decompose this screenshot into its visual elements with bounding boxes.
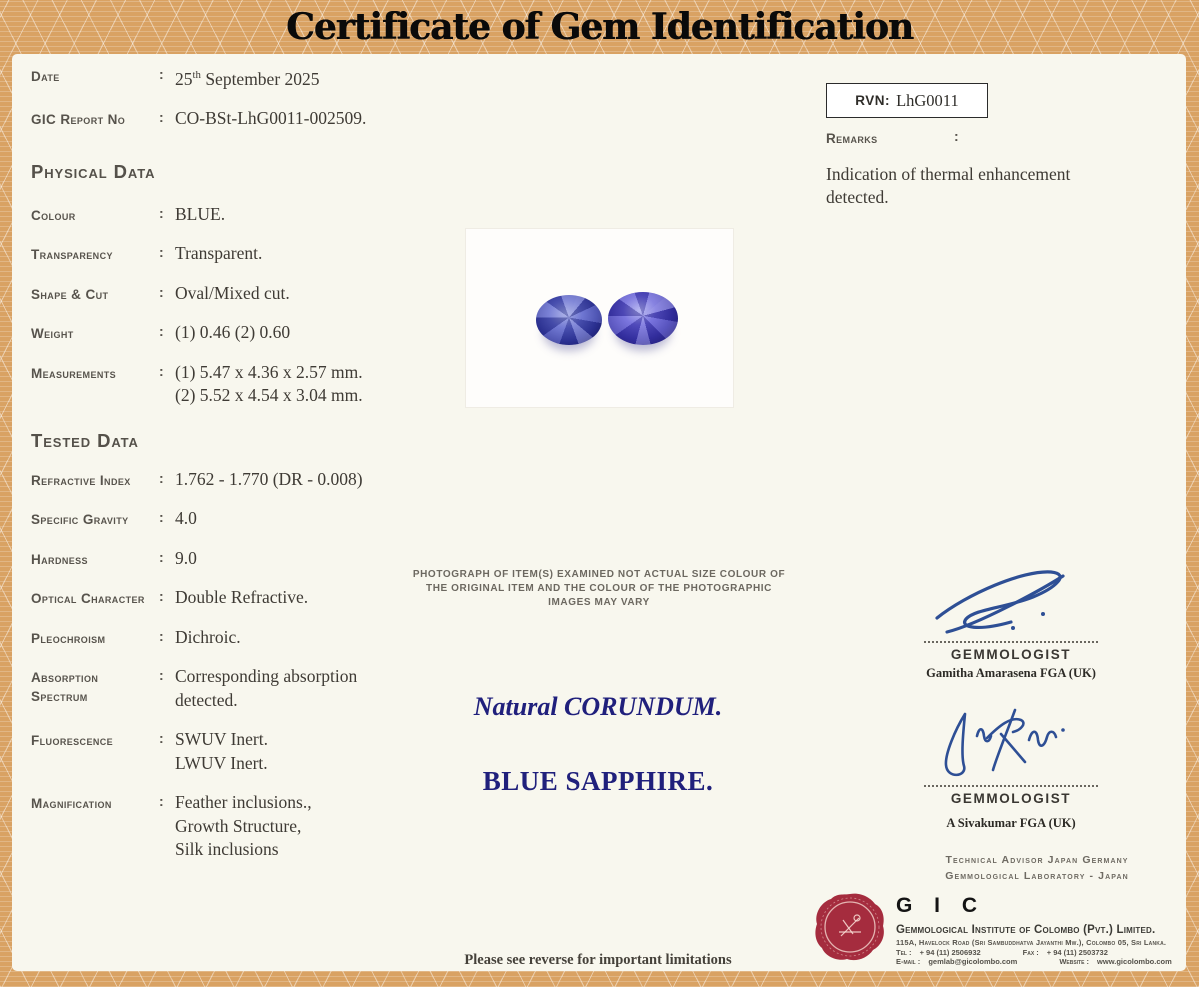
magnification-line: Growth Structure, [175, 815, 302, 836]
shape-cut-value: Oval/Mixed cut. [175, 282, 290, 303]
colour-value: BLUE. [175, 203, 226, 224]
institute-address: 115A, Havelock Road (Sri Sambuddhatva Jayanthi Mw.), Colombo 05, Sri Lanka. [896, 938, 1167, 947]
magnification-row [31, 791, 451, 862]
remarks-label: Remarks [826, 131, 878, 146]
pleochroism-value: Dichroic. [175, 626, 241, 647]
advisor-line-2: Gemmological Laboratory - Japan [945, 870, 1129, 882]
tel-label: Tel : [896, 947, 912, 957]
pleochroism-row [31, 626, 451, 650]
transparency-value: Transparent. [175, 243, 263, 264]
optical-character-value: Double Refractive. [175, 587, 309, 608]
tested-data-heading: Tested Data [31, 429, 139, 451]
shape-cut-label: Shape & Cut [31, 286, 109, 302]
specific-gravity-value: 4.0 [175, 508, 197, 529]
photo-disclaimer: PHOTOGRAPH OF ITEM(S) EXAMINED NOT ACTUAL SIZE COLOUR OF THE ORIGINAL ITEM AND THE COLOUR OF THE PHOTOGRAPHIC IMAGES MAY VARY [412, 569, 786, 608]
colon: : [159, 588, 164, 605]
rvn-box [826, 83, 988, 118]
institute-web-row [896, 957, 1198, 967]
transparency-row [31, 242, 451, 266]
colon: : [159, 362, 164, 379]
colour-label: Colour [31, 207, 76, 223]
colon: : [159, 509, 164, 526]
fluorescence-row [31, 728, 451, 775]
signature-1-scribble [923, 566, 1099, 636]
rvn-label: RVN: [855, 93, 891, 108]
magnification-line: Silk inclusions [175, 839, 279, 860]
absorption-spectrum-value [175, 665, 357, 712]
colon: : [159, 204, 164, 221]
colon: : [954, 128, 959, 144]
weight-label: Weight [31, 326, 74, 342]
refractive-index-value: 1.762 - 1.770 (DR - 0.008) [175, 468, 363, 489]
measurements-label: Measurements [31, 365, 117, 381]
measurements-value [175, 361, 363, 408]
specific-gravity-row [31, 507, 451, 531]
gem-image-2 [608, 292, 678, 345]
signature-block-2 [920, 706, 1102, 831]
report-no-value: CO-BSt-LhG0011-002509. [175, 108, 367, 129]
certificate-body-panel [12, 54, 1186, 971]
date-label: Date [31, 69, 60, 84]
gem-photo [465, 228, 734, 408]
date-day: 25 [175, 68, 193, 89]
remarks-row [826, 126, 1066, 148]
hardness-row [31, 547, 451, 571]
gemmologist-title: GEMMOLOGIST [950, 791, 1072, 806]
remarks-text: Indication of thermal enhancement detected. [826, 164, 1071, 207]
specific-gravity-label: Specific Gravity [31, 512, 129, 528]
optical-character-row [31, 586, 451, 610]
signature-block-1 [920, 566, 1102, 681]
reverse-note: Please see reverse for important limitations [464, 952, 732, 968]
fluorescence-line: SWUV Inert. [175, 729, 268, 750]
absorption-spectrum-row [31, 665, 451, 712]
colon: : [159, 66, 164, 82]
signature-line [924, 641, 1098, 643]
species-text: Natural CORUNDUM. [473, 692, 723, 721]
institute-name: Gemmological Institute of Colombo (Pvt.) Limited. [896, 924, 1156, 936]
measurement-line: (1) 5.47 x 4.36 x 2.57 mm. [175, 361, 363, 382]
hardness-value: 9.0 [175, 547, 197, 568]
colon: : [159, 730, 164, 747]
magnification-label: Magnification [31, 796, 112, 812]
report-no-label: GIC Report No [31, 112, 126, 128]
shape-cut-row [31, 282, 451, 306]
refractive-index-label: Refractive Index [31, 472, 131, 488]
colon: : [159, 627, 164, 644]
optical-character-label: Optical Character [31, 591, 145, 607]
fluorescence-label: Fluorescence [31, 733, 114, 749]
colon: : [159, 469, 164, 486]
refractive-index-row [31, 468, 451, 492]
colon: : [159, 323, 164, 340]
hardness-label: Hardness [31, 551, 88, 567]
absorption-line: detected. [175, 689, 238, 710]
weight-value: (1) 0.46 (2) 0.60 [175, 322, 291, 343]
absorption-spectrum-label: Absorption Spectrum [31, 670, 99, 705]
report-no-row [31, 107, 451, 131]
signature-2-scribble [923, 706, 1099, 780]
email-value: gemlab@gicolombo.com [928, 957, 1018, 966]
institute-info [896, 894, 1198, 967]
gemmologist-title: GEMMOLOGIST [950, 647, 1072, 662]
advisor-line-1: Technical Advisor Japan Germany [945, 854, 1129, 866]
date-row [31, 64, 451, 91]
magnification-line: Feather inclusions., [175, 792, 312, 813]
fax-label: Fax : [1022, 947, 1039, 957]
data-column [31, 64, 451, 878]
variety-text: BLUE SAPPHIRE. [482, 766, 714, 796]
colon: : [159, 667, 164, 684]
fluorescence-line: LWUV Inert. [175, 752, 268, 773]
gic-acronym: G I C [896, 894, 986, 917]
fluorescence-value [175, 728, 268, 775]
institute-phone-row [896, 948, 1198, 958]
date-rest: September 2025 [205, 68, 320, 89]
certificate-title: Certificate of Gem Identification [286, 6, 913, 48]
colon: : [159, 793, 164, 810]
magnification-value [175, 791, 312, 862]
technical-advisor-note [912, 852, 1162, 884]
colon: : [159, 283, 164, 300]
colour-row [31, 203, 451, 227]
tel-value: + 94 (11) 2506932 [919, 947, 981, 957]
measurements-row [31, 361, 451, 408]
weight-row [31, 321, 451, 345]
signature-line [924, 785, 1098, 787]
website-value: www.gicolombo.com [1097, 957, 1172, 966]
absorption-line: Corresponding absorption [175, 666, 358, 687]
date-ordinal: th [192, 69, 201, 81]
email-label: E-mail : [896, 957, 921, 966]
rvn-value: LhG0011 [896, 90, 959, 110]
gemmologist-name: A Sivakumar FGA (UK) [946, 816, 1076, 830]
gem-image-1 [536, 295, 602, 345]
physical-data-heading: Physical Data [31, 160, 156, 182]
fax-value: + 94 (11) 2503732 [1046, 947, 1108, 957]
gemmologist-name: Gamitha Amarasena FGA (UK) [926, 666, 1096, 680]
website-label: Website : [1059, 957, 1090, 966]
colon: : [159, 244, 164, 261]
date-value [175, 64, 320, 91]
colon: : [159, 109, 164, 126]
colon: : [159, 548, 164, 565]
gic-seal-logo [812, 892, 888, 967]
transparency-label: Transparency [31, 247, 113, 263]
pleochroism-label: Pleochroism [31, 630, 106, 646]
measurement-line: (2) 5.52 x 4.54 x 3.04 mm. [175, 385, 363, 406]
